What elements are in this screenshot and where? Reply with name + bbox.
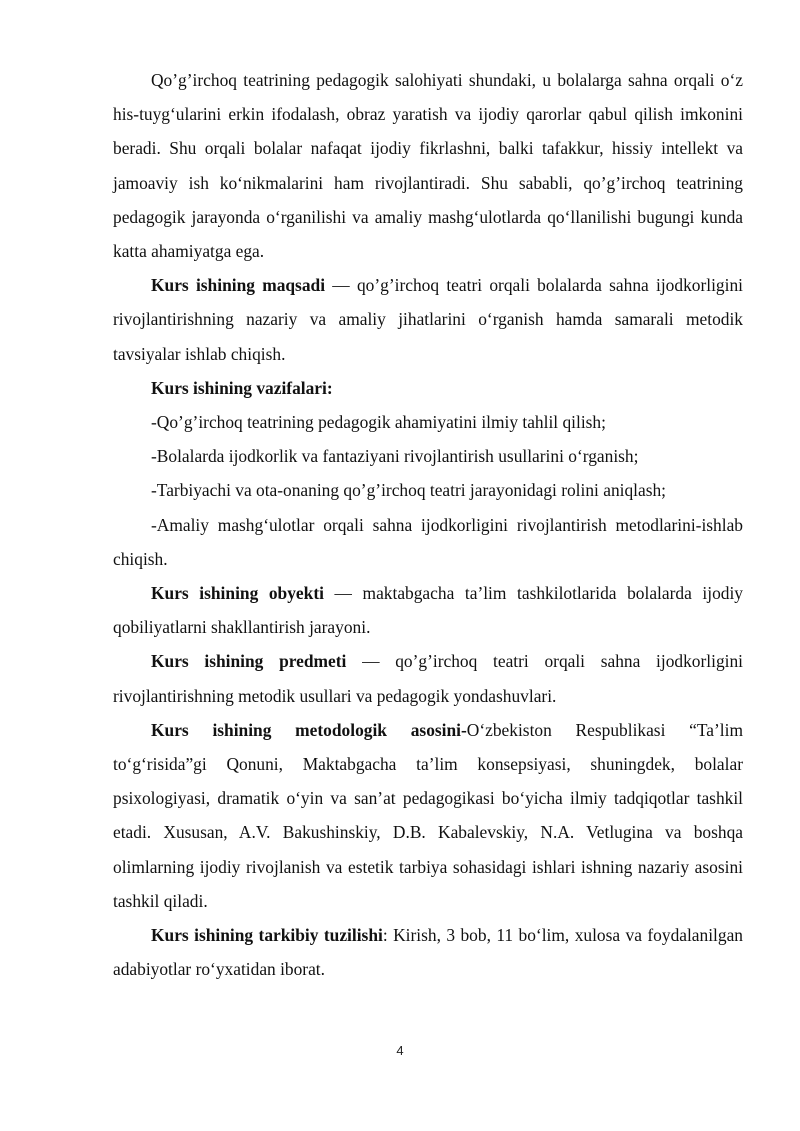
task-item: -Tarbiyachi va ota-onaning qo’g’irchoq teatri jarayonidagi rolini aniqlash; bbox=[151, 480, 667, 501]
intro-paragraph: Qo’g’irchoq teatrining pedagogik salohiyati shundaki, u bolalarga sahna orqali o‘z his-tuyg‘ularini erkin ifodalash, obraz yaratish va ijodiy qarorlar qabul qilish imkonini beradi. Shu orqali bolalar nafaqat ijodiy fikrlashni, balki tafakkur, hissiy intellekt va jamoaviy ish ko‘nikmalarini ham rivojlantiradi. Shu sababli, qo’g’irchoq teatrining pedagogik jarayonda o‘rganilishi va amaliy mashg‘ulotlarda qo‘llanilishi bugungi kunda katta ahamiyatga ega. bbox=[113, 70, 743, 262]
object-label: Kurs ishining obyekti bbox=[151, 583, 324, 604]
structure-text: : Kirish, 3 bob, 11 bo‘lim, xulosa va foydalanilgan adabiyotlar ro‘yxatidan iborat. bbox=[113, 925, 743, 980]
goal-text: — qo’g’irchoq teatri orqali bolalarda sahna ijodkorligini rivojlantirishning nazariy va amaliy jihatlarini o‘rganish hamda samarali metodik tavsiyalar ishlab chiqish. bbox=[113, 275, 743, 364]
subject-paragraph bbox=[113, 644, 743, 712]
task-item: -Amaliy mashg‘ulotlar orqali sahna ijodkorligini rivojlantirish metodlarini-ishlab chiqish. bbox=[113, 514, 743, 569]
tasks-heading bbox=[113, 371, 743, 405]
page-number: 4 bbox=[396, 1043, 404, 1058]
goal-paragraph bbox=[113, 268, 743, 371]
structure-label: Kurs ishining tarkibiy tuzilishi bbox=[151, 925, 383, 946]
task-item: -Qo’g’irchoq teatrining pedagogik ahamiyatini ilmiy tahlil qilish; bbox=[151, 412, 606, 433]
object-paragraph bbox=[113, 576, 743, 644]
methodology-label: Kurs ishining metodologik asosini- bbox=[151, 719, 467, 740]
subject-text: — qo’g’irchoq teatri orqali sahna ijodkorligini rivojlantirishning metodik usullari va pedagogik yondashuvlari. bbox=[113, 651, 743, 706]
object-text: — maktabgacha ta’lim tashkilotlarida bolalarda ijodiy qobiliyatlarni shakllantirish jarayoni. bbox=[113, 583, 743, 638]
structure-paragraph bbox=[113, 918, 743, 986]
subject-label: Kurs ishining predmeti bbox=[151, 651, 347, 672]
goal-label: Kurs ishining maqsadi bbox=[151, 275, 326, 296]
methodology-paragraph bbox=[113, 713, 743, 918]
document-page bbox=[113, 63, 743, 986]
tasks-label: Kurs ishining vazifalari: bbox=[151, 377, 333, 398]
task-item: -Bolalarda ijodkorlik va fantaziyani rivojlantirish usullarini o‘rganish; bbox=[151, 446, 639, 467]
methodology-text: O‘zbekiston Respublikasi “Ta’lim to‘g‘risida”gi Qonuni, Maktabgacha ta’lim konsepsiyasi, shuningdek, bolalar psixologiyasi, dramatik o‘yin va san’at pedagogikasi bo‘yicha ilmiy tadqiqotlar tashkil etadi. Xususan, A.V. Bakushinskiy, D.B. Kabalevskiy, N.A. Vetlugina va boshqa olimlarning ijodiy rivojlanish va estetik tarbiya sohasidagi ishlari ishning nazariy asosini tashkil qiladi. bbox=[113, 719, 743, 911]
